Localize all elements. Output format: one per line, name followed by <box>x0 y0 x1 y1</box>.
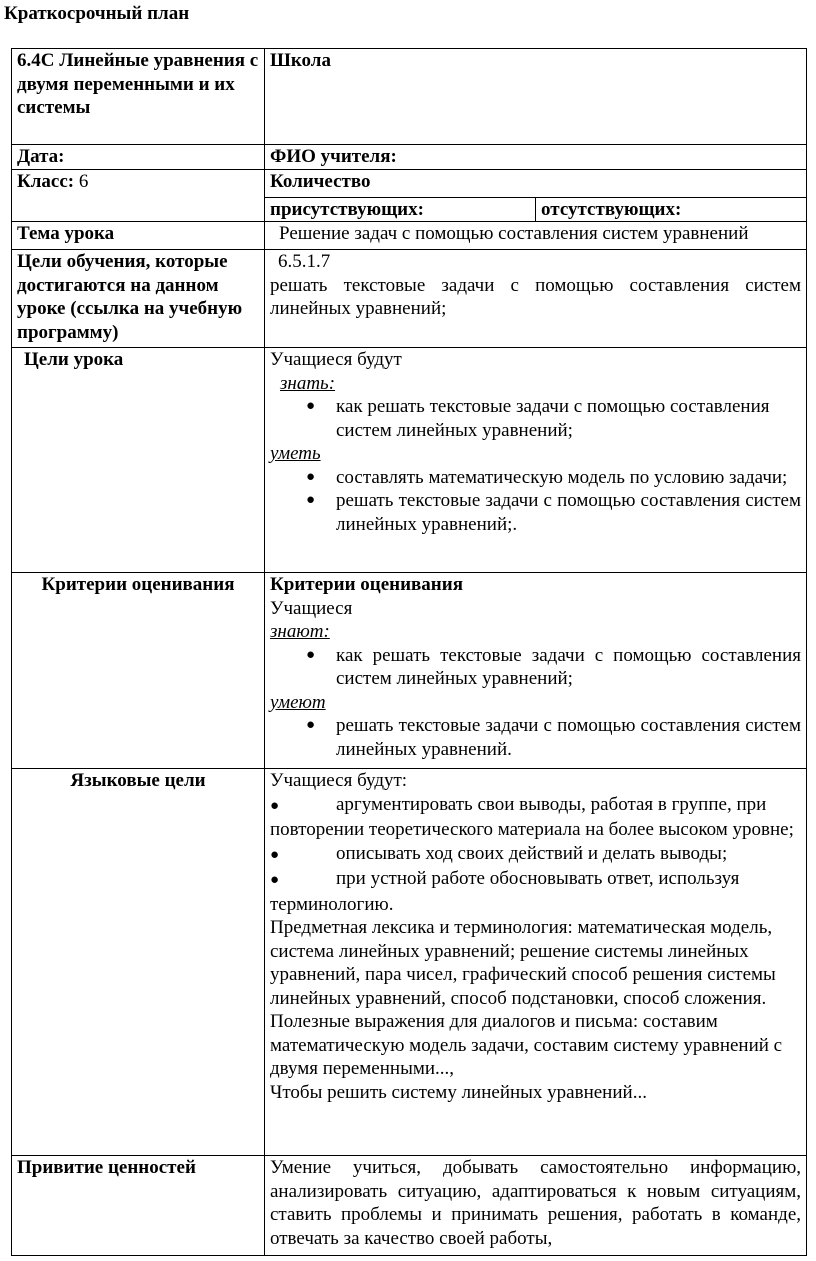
row-language <box>12 769 807 1156</box>
bullet-icon: ● <box>270 846 280 863</box>
bullet-icon: ● <box>306 398 316 414</box>
values-label: Привитие ценностей <box>12 1156 265 1256</box>
row-topic <box>12 49 807 145</box>
language-cell <box>265 769 807 1156</box>
learning-goals-cell <box>265 250 807 348</box>
language-item: ● описывать ход своих действий и делать выводы; <box>270 842 801 868</box>
language-item: ● аргументировать свои выводы, работая в группе, при повторении теоретического материала на более высоком уровне; <box>270 793 794 840</box>
can-label: уметь <box>270 443 321 464</box>
criteria-can-label: умеют <box>270 691 326 713</box>
row-class <box>12 169 807 197</box>
teacher-label: ФИО учителя: <box>265 145 807 170</box>
criteria-intro: Учащиеся <box>270 597 353 619</box>
school-cell: Школа <box>265 49 807 145</box>
learning-goals-text: решать текстовые задачи с помощью составления систем линейных уравнений; <box>270 274 802 319</box>
lesson-goals-intro: Учащиеся будут <box>270 349 402 370</box>
class-cell <box>12 169 265 222</box>
criteria-know-list <box>270 644 801 691</box>
criteria-know-item: ● как решать текстовые задачи с помощью составления систем линейных уравнений; <box>306 644 802 689</box>
know-list <box>270 395 801 442</box>
page-title: Краткосрочный план <box>4 3 190 24</box>
lesson-topic-label: Тема урока <box>12 222 265 250</box>
count-label: Количество <box>265 169 807 197</box>
bullet-icon: ● <box>306 717 316 733</box>
class-label: Класс: <box>17 170 75 192</box>
class-value: 6 <box>78 170 89 192</box>
criteria-title: Критерии оценивания <box>270 574 463 595</box>
criteria-can-list <box>270 714 801 761</box>
criteria-can-item: ● решать текстовые задачи с помощью составления систем линейных уравнений. <box>306 715 802 760</box>
language-phrases: Полезные выражения для диалогов и письма: составим математическую модель задачи, составим систему уравнений с двумя переменными..., <box>270 1011 783 1079</box>
row-lesson-topic <box>12 222 807 250</box>
can-item: ● решать текстовые задачи с помощью составления систем линейных уравнений;. <box>306 490 802 535</box>
know-item: ● как решать текстовые задачи с помощью составления систем линейных уравнений; <box>306 396 770 441</box>
topic-code-cell: 6.4С Линейные уравнения с двумя переменными и их системы <box>12 49 265 145</box>
bullet-icon: ● <box>270 797 280 814</box>
can-item: ● составлять математическую модель по условию задачи; <box>306 466 788 488</box>
row-date <box>12 145 807 170</box>
row-lesson-goals <box>12 348 807 573</box>
row-learning-goals <box>12 250 807 348</box>
bullet-icon: ● <box>270 872 280 888</box>
language-label: Языковые цели <box>12 769 265 1156</box>
learning-goals-code: 6.5.1.7 <box>278 251 331 272</box>
know-label: знать: <box>280 372 336 394</box>
row-values <box>12 1156 807 1256</box>
learning-goals-label: Цели обучения, которые достигаются на данном уроке (ссылка на учебную программу) <box>12 250 265 348</box>
language-vocabulary: Предметная лексика и терминология: математическая модель, система линейных уравнений; решение системы линейных уравнений, пара чисел, графический способ решения системы линейных уравнений, способ подстановки, способ сложения. <box>270 917 776 1009</box>
language-item: ● при устной работе обосновывать ответ, используя терминологию. <box>270 868 740 915</box>
can-list <box>270 466 801 537</box>
bullet-icon: ● <box>306 492 316 508</box>
row-criteria <box>12 573 807 769</box>
present-label: присутствующих: <box>265 197 536 222</box>
criteria-cell <box>265 573 807 769</box>
lesson-goals-cell <box>265 348 807 573</box>
absent-label: отсутствующих: <box>536 197 807 222</box>
values-text: Умение учиться, добывать самостоятельно информацию, анализировать ситуацию, адаптироваться к новым ситуациям, ставить проблемы и принимать решения, работать в команде, отвечать за качество своей работы, <box>265 1156 807 1256</box>
bullet-icon: ● <box>306 646 316 663</box>
criteria-know-label: знают: <box>270 621 330 642</box>
language-intro: Учащиеся будут: <box>270 770 408 791</box>
language-phrases-end: Чтобы решить систему линейных уравнений... <box>270 1081 647 1103</box>
lesson-goals-label: Цели урока <box>12 348 265 573</box>
criteria-label: Критерии оценивания <box>12 573 265 769</box>
bullet-icon: ● <box>306 468 316 485</box>
date-label: Дата: <box>12 145 265 170</box>
lesson-topic-value: Решение задач с помощью составления систем уравнений <box>265 222 807 250</box>
lesson-plan-table <box>11 48 807 1256</box>
